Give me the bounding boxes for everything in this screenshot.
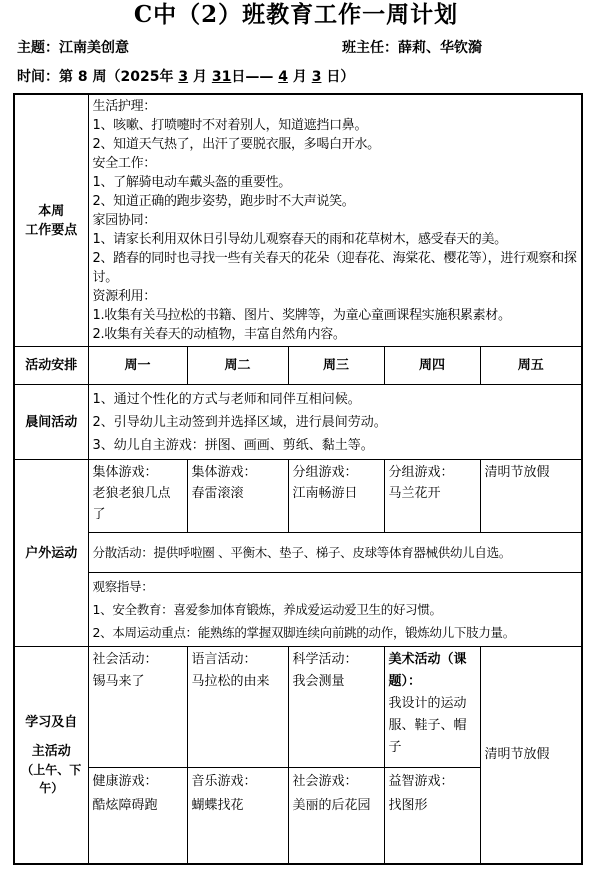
time-prefix: 时间：第 8 周（2025年	[17, 69, 174, 85]
learning-mon-2: 健康游戏： 酷炫障碍跑	[88, 768, 187, 864]
start-month: 3	[178, 69, 189, 85]
outdoor-scattered: 分散活动：提供呼啦圈 、平衡木、垫子、梯子、皮球等体育器械供幼儿自选。	[88, 533, 582, 573]
outdoor-holiday: 清明节放假	[480, 460, 582, 533]
learning-thu-2: 益智游戏： 找图形	[384, 768, 480, 864]
learning-thu-1: 美术活动（课题）： 我设计的运动服、鞋子、帽子	[384, 647, 480, 768]
outdoor-game-tue: 集体游戏： 春雷滚滚	[187, 460, 288, 533]
outdoor-label: 户外运动	[14, 460, 88, 647]
outdoor-guidance-row	[14, 573, 582, 647]
teacher-names: 薛莉、华钦漪	[398, 40, 482, 56]
outdoor-game-wed: 分组游戏： 江南畅游日	[288, 460, 384, 533]
day-friday: 周五	[480, 347, 582, 385]
day-tuesday: 周二	[187, 347, 288, 385]
outdoor-games-row	[14, 460, 582, 533]
end-day: 3	[311, 69, 322, 85]
schedule-row	[14, 347, 582, 385]
day-wednesday: 周三	[288, 347, 384, 385]
schedule-label: 活动安排	[14, 347, 88, 385]
focus-line: 1、咳嗽、打喷嚏时不对着别人，知道遮挡口鼻。	[92, 118, 368, 133]
morning-label: 晨间活动	[14, 385, 88, 460]
outdoor-guidance: 观察指导： 1、安全教育：喜爱参加体育锻炼，养成爱运动爱卫生的好习惯。 2、本周运动重点：能熟练的掌握双脚连续向前跳的动作，锻炼幼儿下肢力量。	[88, 573, 582, 647]
morning-line: 3、幼儿自主游戏：拼图、画画、剪纸、黏土等。	[92, 437, 374, 453]
end-month: 4	[278, 69, 288, 85]
teacher-label: 班主任：	[342, 40, 398, 56]
focus-line: 1、请家长利用双休日引导幼儿观察春天的雨和花草树木，感受春天的美。	[92, 232, 507, 247]
teacher-line	[342, 38, 482, 58]
outdoor-game-thu: 分组游戏： 马兰花开	[384, 460, 480, 533]
outdoor-game-mon: 集体游戏： 老狼老狼几点了	[88, 460, 187, 533]
page-title: C中（2）班教育工作一周计划	[133, 1, 459, 28]
focus-line: 2、踏春的同时也寻找一些有关春天的花朵（迎春花、海棠花、樱花等），进行观察和探讨。	[92, 251, 577, 285]
learning-label: 学习及自 主活动 （上午、下午）	[14, 647, 88, 864]
learning-tue-2: 音乐游戏： 蝴蝶找花	[187, 768, 288, 864]
focus-line: 资源利用：	[92, 289, 157, 304]
focus-line: 安全工作：	[92, 156, 157, 171]
focus-line: 家园协同：	[92, 213, 157, 228]
morning-row	[14, 385, 582, 460]
theme-label: 主题：	[17, 40, 59, 56]
learning-row-1	[14, 647, 582, 768]
time-line	[17, 67, 354, 87]
theme-line	[17, 38, 129, 58]
weekly-focus-label: 本周 工作要点	[14, 94, 88, 347]
focus-line: 2、知道正确的跑步姿势，跑步时不大声说笑。	[92, 194, 355, 209]
day-thursday: 周四	[384, 347, 480, 385]
date-separator: 日——	[231, 69, 279, 85]
learning-mon-1: 社会活动： 锡马来了	[88, 647, 187, 768]
time-suffix: 日）	[326, 69, 355, 85]
start-day: 31	[211, 69, 232, 85]
learning-wed-2: 社会游戏： 美丽的后花园	[288, 768, 384, 864]
learning-holiday: 清明节放假	[480, 647, 582, 864]
learning-tue-1: 语言活动： 马拉松的由来	[187, 647, 288, 768]
morning-line: 1、通过个性化的方式与老师和同伴互相问候。	[92, 391, 361, 407]
morning-content	[88, 385, 582, 460]
outdoor-scattered-row	[14, 533, 582, 573]
weekly-plan-table	[13, 93, 583, 865]
learning-wed-1: 科学活动： 我会测量	[288, 647, 384, 768]
focus-line: 生活护理：	[92, 99, 157, 114]
weekly-focus-content	[88, 94, 582, 347]
weekly-focus-row	[14, 94, 582, 347]
morning-line: 2、引导幼儿主动签到并选择区域，进行晨间劳动。	[92, 414, 387, 430]
month-char-2: 月	[292, 69, 307, 85]
theme-value: 江南美创意	[59, 40, 129, 56]
focus-line: 1.收集有关马拉松的书籍、图片、奖牌等，为童心童画课程实施积累素材。	[92, 308, 511, 323]
day-monday: 周一	[88, 347, 187, 385]
month-char-1: 月	[192, 69, 207, 85]
focus-line: 2.收集有关春天的动植物，丰富自然角内容。	[92, 327, 346, 342]
focus-line: 1、了解骑电动车戴头盔的重要性。	[92, 175, 291, 190]
focus-line: 2、知道天气热了，出汗了要脱衣服，多喝白开水。	[92, 137, 380, 152]
